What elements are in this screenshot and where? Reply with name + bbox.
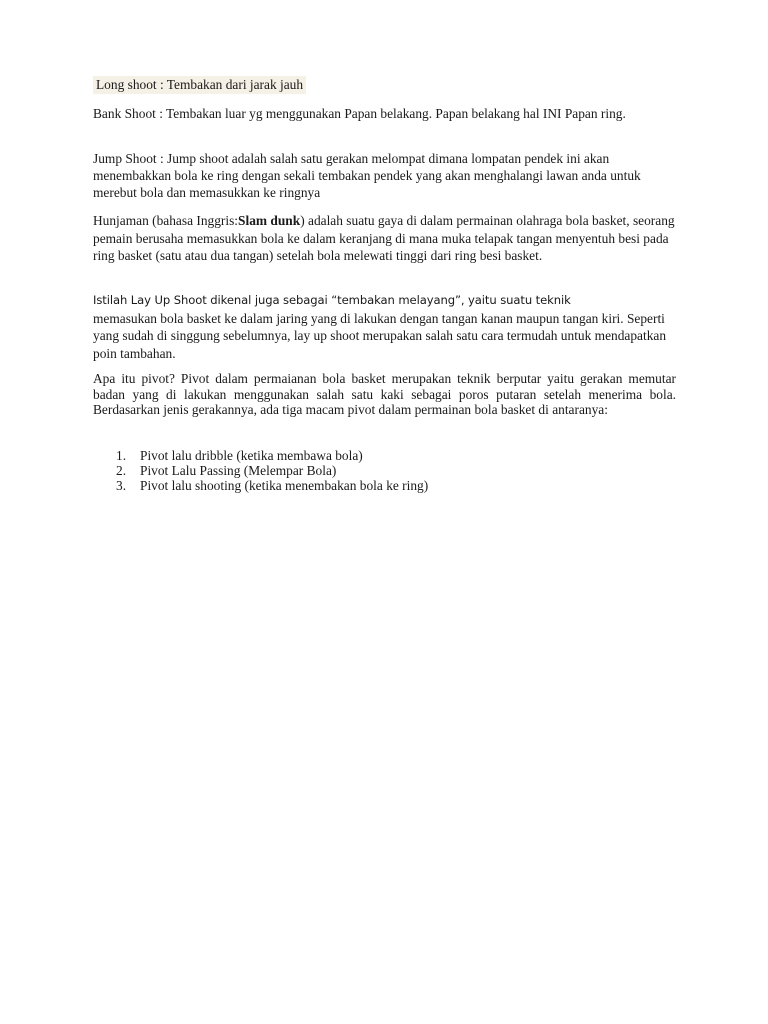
lay-up-rest: memasukan bola basket ke dalam jaring yang di lakukan dengan tangan kanan maupun tangan kiri. Seperti yang sudah di singgung sebelumnya, lay up shoot merupakan salah satu cara termudah untuk mendapatkan poin tambahan.	[93, 310, 667, 361]
slam-dunk-paragraph	[93, 212, 676, 265]
list-item-number: 1.	[116, 448, 127, 463]
slam-dunk-after: ) adalah suatu gaya di dalam permainan olahraga bola basket, seorang pemain berusaha memasukkan bola ke dalam keranjang di mana muka telapak tangan menyentuh besi pada ring basket (satu atau dua tangan) setelah bola melewati tinggi dari ring besi basket.	[93, 213, 675, 263]
list-item	[116, 463, 428, 478]
bank-shoot-paragraph: Bank Shoot : Tembakan luar yg menggunakan Papan belakang. Papan belakang hal INI Papan ring.	[93, 106, 626, 121]
list-item-text: Pivot lalu shooting (ketika menembakan bola ke ring)	[140, 478, 429, 494]
list-item	[116, 478, 428, 493]
pivot-list	[116, 448, 428, 494]
list-item-text: Pivot Lalu Passing (Melempar Bola)	[140, 463, 337, 479]
jump-shoot-paragraph: Jump Shoot : Jump shoot adalah salah satu gerakan melompat dimana lompatan pendek ini akan menembakkan bola ke ring dengan sekali tembakan pendek yang akan menghalangi lawan anda untuk merebut bola dan memasukkan ke ringnya	[93, 151, 641, 200]
slam-dunk-before: Hunjaman (bahasa Inggris:	[93, 213, 239, 228]
list-item-text: Pivot lalu dribble (ketika membawa bola)	[140, 448, 363, 463]
list-item-number: 2.	[116, 463, 127, 479]
pivot-intro-paragraph: Apa itu pivot? Pivot dalam permaianan bola basket merupakan teknik berputar yaitu gerakan memutar badan yang di lakukan menggunakan salah satu kaki sebagai poros putaran setelah menerima bola. Berdasarkan jenis gerakannya, ada tiga macam pivot dalam permainan bola basket di antaranya:	[93, 371, 676, 417]
list-item	[116, 448, 428, 463]
lay-up-first-line: Istilah Lay Up Shoot dikenal juga sebagai “tembakan melayang”, yaitu suatu teknik	[93, 293, 571, 307]
long-shoot-paragraph	[93, 77, 676, 93]
list-item-number: 3.	[116, 478, 127, 494]
lay-up-paragraph	[93, 291, 676, 362]
slam-dunk-term: Slam dunk	[238, 213, 301, 228]
long-shoot-highlight: Long shoot : Tembakan dari jarak jauh	[93, 76, 306, 94]
